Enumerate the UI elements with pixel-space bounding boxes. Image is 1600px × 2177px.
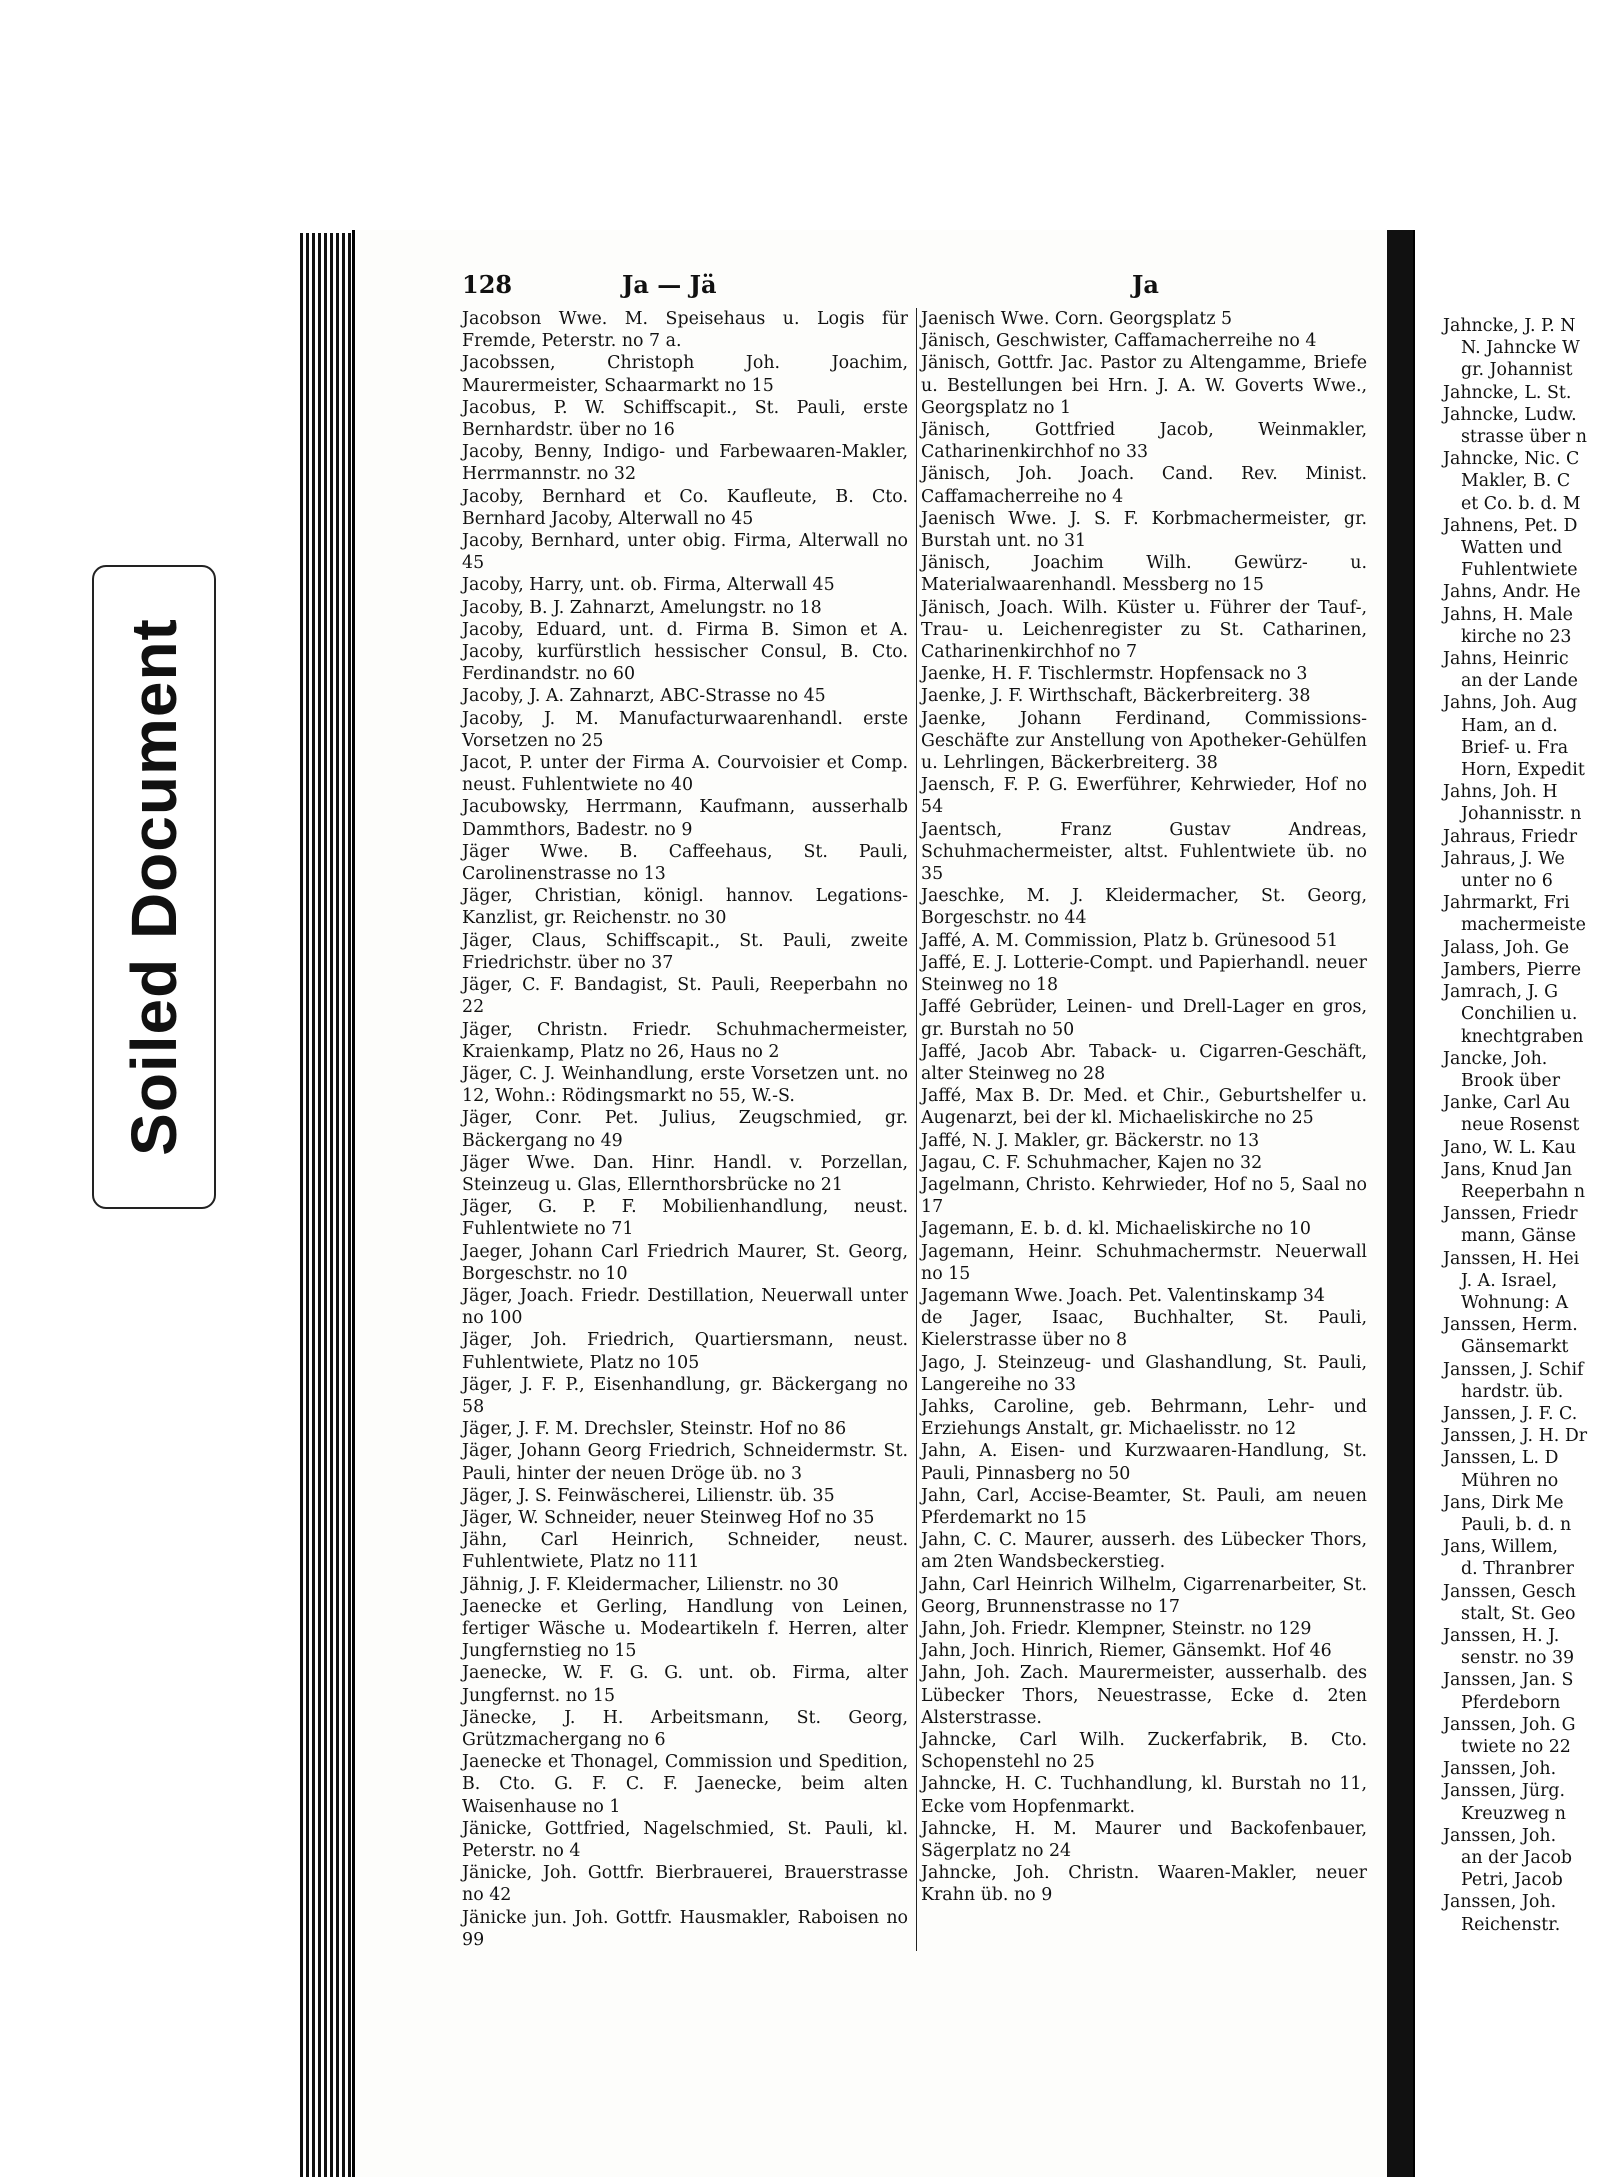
directory-entry: Jahn, A. Eisen- und Kurzwaaren-Handlung, St. Pauli, Pinnasberg no 50 [921,1441,1367,1484]
directory-entry: Jacoby, Harry, unt. ob. Firma, Alterwall 45 [462,575,835,596]
directory-entry: Jänisch, Gottfried Jacob, Weinmakler, Catharinenkirchhof no 33 [921,420,1367,463]
directory-entry: Jahncke, Nic. C [1443,449,1580,470]
directory-entry: Janssen, Joh. G [1443,1714,1576,1735]
directory-entry: Jaenecke et Gerling, Handlung von Leinen, fertiger Wäsche u. Modeartikeln f. Herren, alter Jungfernstieg no 15 [462,1596,908,1662]
directory-entry: Jäger, G. P. F. Mobilienhandlung, neust. Fuhlentwiete no 71 [462,1197,908,1240]
directory-entry: mann, Gänse [1461,1226,1576,1247]
directory-entry: Pferdeborn [1461,1692,1561,1713]
directory-entry: Kreuzweg n [1461,1803,1566,1824]
directory-entry: Jähnig, J. F. Kleidermacher, Lilienstr. no 30 [462,1574,839,1595]
directory-entry: Jäger, C. F. Bandagist, St. Pauli, Reeperbahn no 22 [462,975,908,1018]
directory-entry: J. A. Israel, [1461,1270,1558,1291]
directory-entry: Gänsemarkt [1461,1337,1569,1358]
directory-entry: Jahn, Joh. Zach. Maurermeister, ausserhalb. des Lübecker Thors, Neuestrasse, Ecke d. 2ten Alsterstrasse. [921,1663,1367,1728]
directory-entry: Jagemann, E. b. d. kl. Michaeliskirche no 10 [921,1219,1311,1240]
directory-entry: Jäger, Joh. Friedrich, Quartiersmann, neust. Fuhlentwiete, Platz no 105 [462,1330,908,1373]
directory-entry: Janke, Carl Au [1443,1093,1571,1114]
header-right: Ja [1132,270,1159,299]
directory-entry: Jancke, Joh. [1443,1048,1548,1069]
directory-entry: Jacot, P. unter der Firma A. Courvoisier et Comp. neust. Fuhlentwiete no 40 [462,753,908,796]
directory-entry: Jacobus, P. W. Schiffscapit., St. Pauli, erste Bernhardstr. über no 16 [462,397,908,441]
directory-entry: Jalass, Joh. Ge [1443,937,1570,958]
directory-entry: Jaenisch Wwe. Corn. Georgsplatz 5 [921,309,1233,329]
directory-entry: Janssen, J. H. Dr [1443,1426,1588,1447]
directory-entry: Jänisch, Joach. Wilh. Küster u. Führer der Tauf-, Trau- u. Leichenregister zu St. Catharinen, Catharinenkirchhof no 7 [921,597,1367,663]
directory-entry: senstr. no 39 [1461,1648,1575,1669]
directory-entry: Jahncke, Joh. Christn. Waaren-Makler, neuer Krahn üb. no 9 [921,1863,1367,1906]
directory-column-2 [916,308,1367,1951]
directory-entry: Jahncke, H. C. Tuchhandlung, kl. Burstah no 11, Ecke vom Hopfenmarkt. [921,1774,1367,1817]
directory-entry: Jaeger, Johann Carl Friedrich Maurer, St. Georg, Borgeschstr. no 10 [462,1241,908,1284]
directory-entry: Johannisstr. n [1461,804,1582,825]
directory-entry: Jagemann Wwe. Joach. Pet. Valentinskamp 34 [921,1285,1325,1306]
directory-entry: Jaentsch, Franz Gustav Andreas, Schuhmachermeister, altst. Fuhlentwiete üb. no 35 [921,819,1367,885]
directory-entry: Jaeschke, M. J. Kleidermacher, St. Georg, Borgeschstr. no 44 [921,886,1367,929]
directory-entry: Jahrmarkt, Fri [1443,893,1570,914]
directory-entry: Jaffé Gebrüder, Leinen- und Drell-Lager en gros, gr. Burstah no 50 [921,997,1367,1040]
directory-entry: machermeiste [1461,915,1586,936]
directory-entry: knechtgraben [1461,1026,1584,1047]
directory-entry: N. Jahncke W [1461,338,1580,359]
header-center: Ja — Jä [622,270,717,299]
directory-entry: Brook über [1461,1070,1561,1091]
directory-entry: unter no 6 [1461,871,1553,892]
directory-entry: Jacoby, Eduard, unt. d. Firma B. Simon et A. Jacoby, kurfürstlich hessischer Consul, B. Cto. Ferdinandstr. no 60 [462,619,908,685]
directory-entry: Jänicke jun. Joh. Gottfr. Hausmakler, Raboisen no 99 [462,1907,908,1950]
directory-entry: Jahn, Carl, Accise-Beamter, St. Pauli, am neuen Pferdemarkt no 15 [921,1485,1367,1528]
directory-entry: Jacoby, J. A. Zahnarzt, ABC-Strasse no 45 [462,686,826,707]
directory-entry: Jäger, W. Schneider, neuer Steinweg Hof no 35 [462,1507,875,1528]
directory-entry: Jahn, Joh. Friedr. Klempner, Steinstr. no 129 [921,1618,1312,1639]
directory-entry: Wohnung: A [1461,1292,1569,1313]
directory-entry: Jacobssen, Christoph Joh. Joachim, Maurermeister, Schaarmarkt no 15 [462,353,908,396]
directory-entry: Jäger, Christn. Friedr. Schuhmachermeister, Kraienkamp, Platz no 26, Haus no 2 [462,1019,908,1062]
directory-entry: Janssen, Joh. [1443,1825,1557,1846]
directory-entry: Jahncke, Carl Wilh. Zuckerfabrik, B. Cto. Schopenstehl no 25 [921,1730,1367,1773]
directory-entry: et Co. b. d. M [1461,493,1581,514]
directory-entry: Jänicke, Joh. Gottfr. Bierbrauerei, Brauerstrasse no 42 [462,1863,908,1906]
directory-entry: Jago, J. Steinzeug- und Glashandlung, St. Pauli, Langereihe no 33 [921,1352,1367,1395]
directory-entry: Jahn, Carl Heinrich Wilhelm, Cigarrenarbeiter, St. Georg, Brunnenstrasse no 17 [921,1574,1367,1617]
directory-entry: Jäger, Christian, königl. hannov. Legations-Kanzlist, gr. Reichenstr. no 30 [462,886,908,929]
directory-entry: Jans, Knud Jan [1443,1159,1573,1180]
directory-entry: Janssen, J. F. C. [1443,1403,1578,1424]
directory-entry: Jähn, Carl Heinrich, Schneider, neust. Fuhlentwiete, Platz no 111 [462,1530,908,1573]
directory-entry: Reeperbahn n [1461,1181,1586,1202]
directory-entry: Janssen, J. Schif [1443,1359,1584,1380]
directory-entry: Jaenke, J. F. Wirthschaft, Bäckerbreiterg. 38 [921,686,1311,707]
directory-entry: Jano, W. L. Kau [1443,1137,1577,1158]
directory-entry: Watten und [1461,538,1563,559]
directory-entry: Jäger, J. F. P., Eisenhandlung, gr. Bäckergang no 58 [462,1374,908,1417]
directory-entry: Jaenecke, W. F. G. G. unt. ob. Firma, alter Jungfernst. no 15 [462,1663,908,1706]
directory-column-3 [1443,315,1600,1936]
directory-entry: d. Thranbrer [1461,1559,1574,1580]
directory-entry: Jahn, C. C. Maurer, ausserh. des Lübecker Thors, am 2ten Wandsbeckerstieg. [921,1530,1367,1573]
directory-entry: Makler, B. C [1461,471,1571,492]
book-spine-edges [300,233,360,2177]
directory-entry: Jaenke, H. F. Tischlermstr. Hopfensack no 3 [921,664,1308,685]
soiled-document-stamp [92,565,216,1209]
directory-entry: twiete no 22 [1461,1737,1571,1757]
directory-entry: Jaenisch Wwe. J. S. F. Korbmachermeister, gr. Burstah unt. no 31 [921,508,1367,552]
directory-entry: Janssen, Friedr [1443,1204,1578,1225]
directory-entry: Jahks, Caroline, geb. Behrmann, Lehr- und Erziehungs Anstalt, gr. Michaelisstr. no 12 [921,1396,1367,1440]
directory-entry: Jahnens, Pet. D [1443,515,1578,536]
directory-entry: Brief- u. Fra [1461,737,1569,758]
directory-entry: Jänisch, Gottfr. Jac. Pastor zu Altengamme, Briefe u. Bestellungen bei Hrn. J. A. W. Goverts Wwe., Georgsplatz no 1 [921,353,1367,418]
directory-entry: Jahns, Andr. He [1443,582,1581,603]
page-number: 128 [462,270,513,299]
directory-entry: Jans, Willem, [1443,1537,1559,1558]
directory-entry: Reichenstr. [1461,1914,1561,1935]
directory-entry: Jaffé, A. M. Commission, Platz b. Grünesood 51 [921,930,1339,951]
directory-entry: Jahncke, L. St. [1443,382,1572,403]
right-page-partial [1413,230,1600,2177]
directory-entry: Mühren no [1461,1470,1559,1491]
directory-entry: Jacoby, Bernhard, unter obig. Firma, Alterwall no 45 [462,531,908,574]
directory-entry: Jagau, C. F. Schuhmacher, Kajen no 32 [921,1152,1263,1173]
directory-entry: Jacoby, B. J. Zahnarzt, Amelungstr. no 18 [462,597,822,618]
left-page [352,230,1387,2177]
directory-entry: Jaenke, Johann Ferdinand, Commissions-Geschäfte zur Anstellung von Apotheker-Gehülfen u. Lehrlingen, Bäckerbreiterg. 38 [921,708,1367,774]
directory-entry: Jänisch, Joh. Joach. Cand. Rev. Minist. Caffamacherreihe no 4 [921,464,1367,507]
directory-entry: Janssen, H. J. [1443,1625,1560,1646]
directory-entry: neue Rosenst [1461,1115,1580,1136]
directory-entry: Jaenecke et Thonagel, Commission und Spedition, B. Cto. G. F. C. F. Jaenecke, beim alten Waisenhause no 1 [462,1752,908,1817]
directory-entry: Janssen, Herm. [1443,1315,1578,1336]
directory-entry: Fuhlentwiete [1461,560,1578,581]
directory-entry: Jäger Wwe. B. Caffeehaus, St. Pauli, Carolinenstrasse no 13 [462,841,908,885]
directory-entry: Jacoby, Benny, Indigo- und Farbewaaren-Makler, Herrmannstr. no 32 [462,442,908,485]
page-header [462,270,1367,308]
directory-entry: strasse über n [1461,427,1587,448]
directory-entry: Jäger Wwe. Dan. Hinr. Handl. v. Porzellan, Steinzeug u. Glas, Ellernthorsbrücke no 21 [462,1152,908,1195]
directory-entry: Jacoby, J. M. Manufacturwaarenhandl. erste Vorsetzen no 25 [462,708,908,751]
directory-entry: Janssen, Jürg. [1443,1781,1566,1802]
directory-entry: Janssen, Jan. S [1443,1670,1574,1691]
directory-entry: stalt, St. Geo [1461,1603,1576,1624]
directory-entry: Jäger, J. F. M. Drechsler, Steinstr. Hof no 86 [462,1419,847,1440]
directory-entry: hardstr. üb. [1461,1381,1564,1402]
directory-entry: Jänisch, Joachim Wilh. Gewürz- u. Materialwaarenhandl. Messberg no 15 [921,553,1367,596]
directory-entry: Jaffé, E. J. Lotterie-Compt. und Papierhandl. neuer Steinweg no 18 [921,952,1367,996]
directory-entry: Jagelmann, Christo. Kehrwieder, Hof no 5, Saal no 17 [921,1174,1367,1218]
directory-entry: Jaensch, F. P. G. Ewerführer, Kehrwieder, Hof no 54 [921,775,1367,818]
directory-column-1 [462,308,908,1951]
stamp-text: Soiled Document [118,618,190,1156]
directory-entry: Jahncke, Ludw. [1443,404,1577,425]
directory-entry: Jahns, H. Male [1443,604,1573,625]
directory-entry: Jänisch, Geschwister, Caffamacherreihe no 4 [921,331,1317,352]
directory-entry: Petri, Jacob [1461,1870,1563,1891]
directory-entry: Jahncke, H. M. Maurer und Backofenbauer, Sägerplatz no 24 [921,1818,1367,1862]
directory-entry: Pauli, b. d. n [1461,1514,1572,1535]
directory-entry: Jahraus, Friedr [1443,826,1578,847]
directory-entry: Ham, an d. [1461,715,1558,736]
directory-entry: Jaffé, N. J. Makler, gr. Bäckerstr. no 13 [921,1130,1260,1151]
directory-entry: Jahns, Joh. Aug [1443,693,1578,714]
directory-entry: Jacubowsky, Herrmann, Kaufmann, ausserhalb Dammthors, Badestr. no 9 [462,797,908,840]
directory-entry: Conchilien u. [1461,1004,1578,1025]
page-gutter [1387,230,1413,2177]
directory-entry: Jaffé, Jacob Abr. Taback- u. Cigarren-Geschäft, alter Steinweg no 28 [921,1041,1367,1084]
directory-entry: Jacobson Wwe. M. Speisehaus u. Logis für Fremde, Peterstr. no 7 a. [462,309,908,352]
directory-entry: Jäger, Claus, Schiffscapit., St. Pauli, zweite Friedrichstr. über no 37 [462,930,908,973]
directory-entry: de Jager, Isaac, Buchhalter, St. Pauli, Kielerstrasse über no 8 [921,1308,1367,1351]
directory-entry: Jacoby, Bernhard et Co. Kaufleute, B. Cto. Bernhard Jacoby, Alterwall no 45 [462,486,908,529]
directory-entry: Jänecke, J. H. Arbeitsmann, St. Georg, Grützmachergang no 6 [462,1707,908,1750]
directory-entry: Jans, Dirk Me [1443,1492,1564,1513]
directory-entry: kirche no 23 [1461,626,1572,647]
directory-entry: Jaffé, Max B. Dr. Med. et Chir., Geburtshelfer u. Augenarzt, bei der kl. Michaeliskirche no 25 [921,1086,1367,1129]
directory-entry: Jamrach, J. G [1443,982,1559,1003]
directory-entry: Jahraus, J. We [1443,848,1565,869]
directory-entry: Janssen, H. Hei [1443,1248,1580,1269]
directory-entry: Jäger, Conr. Pet. Julius, Zeugschmied, gr. Bäckergang no 49 [462,1108,908,1151]
directory-entry: Jäger, J. S. Feinwäscherei, Lilienstr. üb. 35 [462,1485,835,1506]
directory-entry: Jäger, Johann Georg Friedrich, Schneidermstr. St. Pauli, hinter der neuen Dröge üb. no 3 [462,1441,908,1484]
directory-entry: Jäger, Joach. Friedr. Destillation, Neuerwall unter no 100 [462,1285,908,1329]
directory-entry: Jambers, Pierre [1443,959,1582,980]
directory-entry: Jahn, Joch. Hinrich, Riemer, Gänsemkt. Hof 46 [921,1641,1332,1662]
directory-entry: Jahns, Joh. H [1443,782,1558,803]
directory-entry: Jagemann, Heinr. Schuhmachermstr. Neuerwall no 15 [921,1241,1367,1284]
directory-entry: Janssen, Joh. [1443,1892,1557,1913]
directory-entry: an der Jacob [1461,1848,1573,1869]
directory-entry: Jäger, C. J. Weinhandlung, erste Vorsetzen unt. no 12, Wohn.: Rödingsmarkt no 55, W.-S. [462,1063,908,1107]
directory-entry: gr. Johannist [1461,360,1573,381]
directory-entry: an der Lande [1461,671,1578,692]
directory-entry: Janssen, Joh. [1443,1759,1557,1780]
directory-entry: Jahncke, J. P. N [1443,316,1576,336]
directory-entry: Jahns, Heinric [1443,649,1569,670]
directory-entry: Horn, Expedit [1461,760,1585,781]
directory-entry: Jänicke, Gottfried, Nagelschmied, St. Pauli, kl. Peterstr. no 4 [462,1818,908,1862]
directory-entry: Janssen, L. D [1443,1448,1559,1469]
directory-entry: Janssen, Gesch [1443,1581,1576,1602]
